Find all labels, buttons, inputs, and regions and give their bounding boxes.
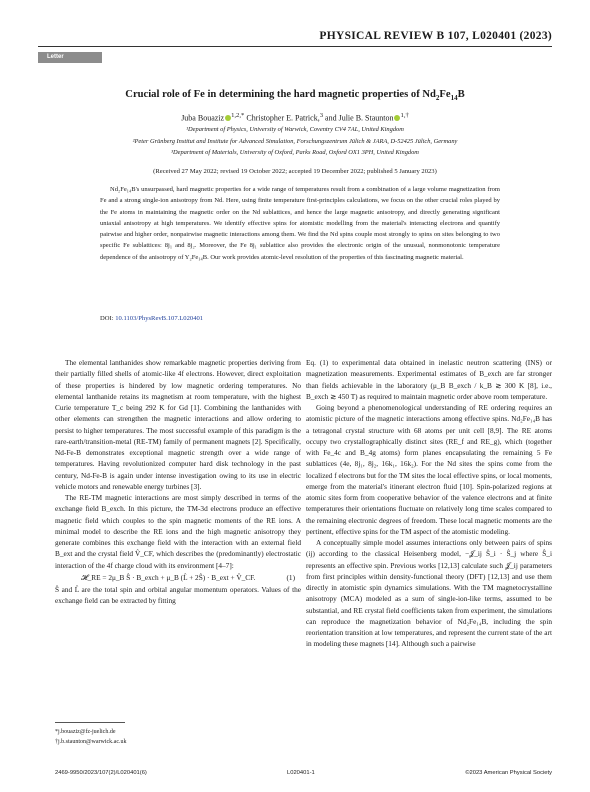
title-mid: Fe [439, 89, 451, 100]
equation-1 [55, 571, 301, 584]
body-column-left [55, 357, 301, 607]
affiliation-line: ³Department of Materials, University of Oxford, Parks Road, Oxford OX1 3PH, United Kingdom [171, 149, 419, 156]
author-name: and Julie B. Staunton [325, 113, 394, 123]
footnotes [55, 727, 127, 747]
footnote-email[interactable]: †j.b.staunton@warwick.ac.uk [55, 739, 127, 745]
affiliation-line: ¹Department of Physics, University of Warwick, Coventry CV4 7AL, United Kingdom [186, 126, 404, 133]
header-rule [38, 46, 552, 47]
author-name: Christopher E. Patrick, [246, 113, 320, 123]
body-paragraph: Going beyond a phenomenological understanding of RE ordering requires an atomistic picture of the magnetic interactions among effective spins. Nd₂Fe₁₄B has a tetragonal crystal structure with 68 atoms per unit cell [8,9]. The RE atoms occupy two crystallographically distinct sites (RE_f and RE_g), which (together with Fe_4c and B_4g atoms) form planes encapsulating the remaining 5 Fe sublattices (4e, 8j₁, 8j₂, 16k₁, 16k₂). For the Nd sites the spins come from the localized f electrons but for the TM sites the local effective spins, or local moments, emerge from the material's itinerant electron fluid [10]. Spin-polarized regions at atomic sites form from cooperative behavior of the valence electrons and at finite temperatures their orientations fluctuate on relatively long time scales compared to the remaining electronic degrees of freedom. These local magnetic moments are the pertinent, effective spins for the TM aspect of the atomistic modeling. [306, 403, 552, 536]
paper-title [38, 89, 552, 102]
doi-link[interactable]: 10.1103/PhysRevB.107.L020401 [115, 315, 204, 322]
title-main: Crucial role of Fe in determining the hard magnetic properties of Nd [125, 89, 436, 100]
abstract: Nd₂Fe₁₄B's unsurpassed, hard magnetic properties for a wide range of temperatures result from a combination of a large volume magnetization from Fe and a strong single-ion anisotropy from Nd. Here, using finite temperature first-principles calculations, we focus on the other crucial roles played by the Fe atoms in maintaining the magnetic order on the Nd sublattices, and hence the large magnetic anisotropy, and directly generating significant uniaxial anisotropy at high temperatures. We identify effective spins for atomistic modelling from the material's interacting electrons and quantify pairwise and higher order, nonpairwise magnetic interactions among them. We find the Nd spins couple most strongly to spins on sites belonging to two specific Fe sublattices: 8j₁ and 8j₂. Moreover, the Fe 8j₁ sublattice also provides the electronic origin of the unusual, nonmonotonic temperature dependence of the anisotropy of Y₂Fe₁₄B. Our work provides atomic-level resolution of the properties of this fascinating magnetic material. [100, 186, 500, 261]
title-end: B [457, 89, 465, 100]
body-paragraph: A conceptually simple model assumes interactions only between pairs of spins (ij) according to the classical Heisenberg model, −𝒥_ij Ŝ_i · Ŝ_j where Ŝ_i represents an effective spin. Previous works [12,13] calculate such 𝒥_ij parameters from first principles within density-functional theory (DFT) [12,13] and use them directly in atomistic spin dynamics simulations. With the TM magnetocrystalline anisotropy (MCA) modeled as a sum of single-ion-like terms, assumed to be substantial, and RE crystal field coefficients taken from experiment, the simulations can reproduce the magnetization behavior of Nd₂Fe₁₄B, including the spin reorientation transition at low temperatures, and represent the current state of the art in modeling these magnets [14]. Although such a pairwise [306, 538, 552, 649]
footer-issn: 2469-9950/2023/107(2)/L020401(6) [55, 770, 147, 776]
author-name: Juba Bouaziz [181, 113, 225, 123]
doi-line [100, 315, 203, 322]
article-type-tag: Letter [38, 52, 102, 63]
publication-dates: (Received 27 May 2022; revised 19 October 2022; accepted 19 December 2022; published 5 January 2023) [153, 168, 437, 175]
title-sub-1: 2 [435, 94, 440, 103]
title-sub-2: 14 [450, 94, 458, 103]
author-affil-marker[interactable]: 3 [319, 112, 324, 119]
journal-header: PHYSICAL REVIEW B 107, L020401 (2023) [319, 30, 552, 42]
footnote-email[interactable]: *j.bouaziz@fz-juelich.de [55, 729, 116, 735]
footnote-rule [55, 722, 125, 723]
equation-body: 𝓗_RE = 2μ_B Ŝ · B_exch + μ_B (L̂ + 2Ŝ) · B_ext + V̂_CF. [81, 572, 256, 582]
author-list [38, 112, 552, 123]
body-paragraph: Ŝ and L̂ are the total spin and orbital angular momentum operators. Values of the exchange field can be extracted by fitting [55, 585, 301, 606]
body-column-right [306, 357, 552, 650]
body-paragraph: The RE-TM magnetic interactions are most simply described in terms of the exchange field B_exch. In this picture, the TM-3d electrons produce an effective magnetic field which couples to the spin magnetic moments of the RE ions. A minimal model to describe the RE ions and the high magnetic anisotropy they generate combines this exchange field with the interaction with an external field B_ext and the crystal field V̂_CF, which describes the (predominantly) electrostatic interaction of the 4f charge cloud with its environment [4–7]: [55, 493, 301, 570]
author-affil-marker[interactable]: 1,† [400, 112, 409, 119]
author-affil-marker[interactable]: 1,2,* [231, 112, 245, 119]
body-paragraph: Eq. (1) to experimental data obtained in inelastic neutron scattering (INS) or magnetization measurements. Experimental estimates of B_exch are far stronger than fields achievable in the laboratory (μ_B B_exch / k_B ≳ 300 K [8], i.e., B_exch ≳ 450 T) as required to maintain magnetic order above room temperature. [306, 358, 552, 401]
body-paragraph: The elemental lanthanides show remarkable magnetic properties deriving from their partially filled shells of atomic-like 4f electrons. However, direct exploitation of these properties is hindered by low magnetic ordering temperatures. No elemental lanthanide retains its magnetism at room temperature, with the highest Curie temperature T_c being 292 K for Gd [1]. Combining the lanthanides with other elements can strengthen the magnetic interactions and allow ordering to persist to higher temperatures. The most successful example of this paradigm is the rare-earth/transition-metal (RE-TM) family of permanent magnets [2]. Specifically, Nd-Fe-B demonstrates exceptional magnetic strength over a wide range of temperatures. Having revolutionized computer hard disk technology in the past century, Nd-Fe-B is again under intense investigation owing to its use in electric vehicle motors and renewable energy turbines [3]. [55, 358, 301, 491]
doi-label: DOI: [100, 315, 114, 322]
footer-copyright: ©2023 American Physical Society [465, 770, 552, 776]
equation-number: (1) [286, 572, 295, 582]
affiliation-line: ²Peter Grünberg Institut and Institute for Advanced Simulation, Forschungszentrum Jülich & JARA, D-52425 Jülich, Germany [132, 137, 458, 145]
affiliations [38, 124, 552, 159]
footer-page-number: L020401-1 [287, 770, 315, 776]
